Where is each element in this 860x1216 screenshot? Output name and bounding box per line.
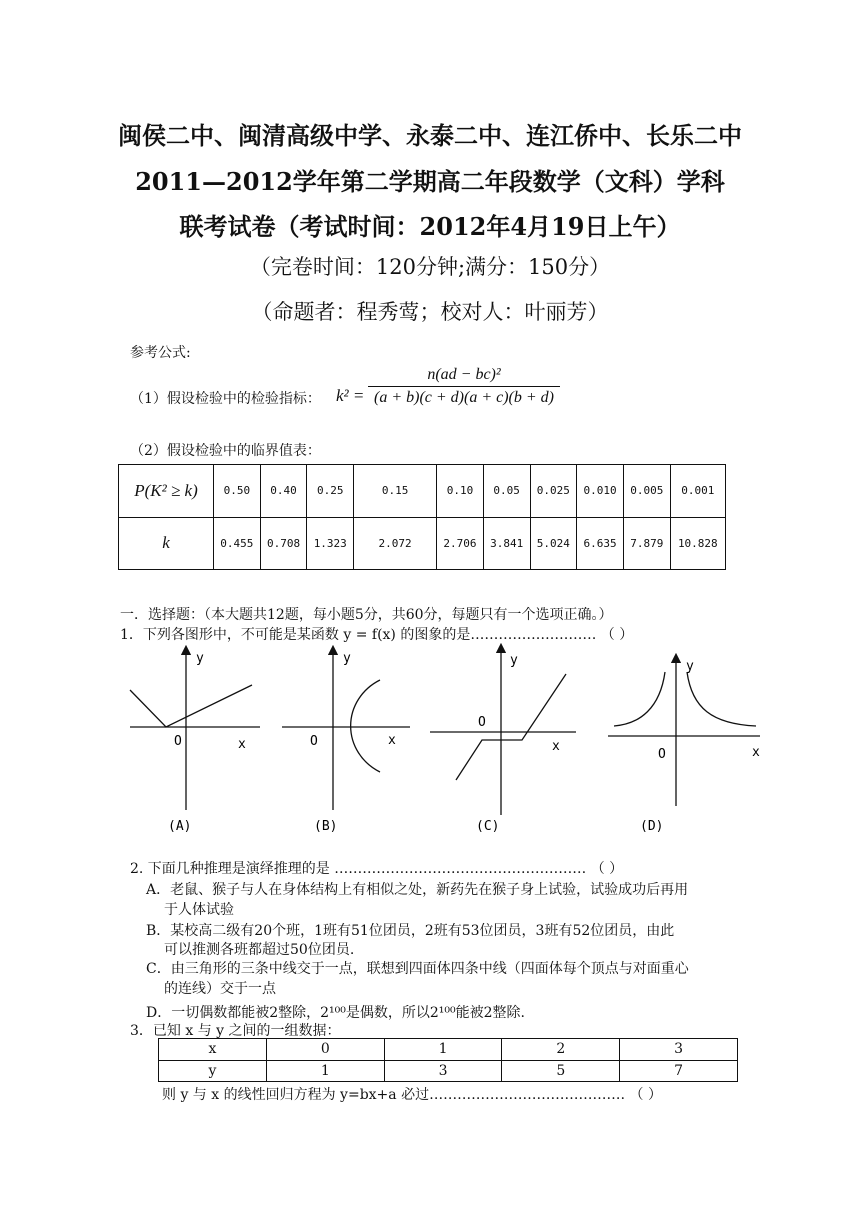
formula1-denominator: (a + b)(c + d)(a + c)(b + d) [373, 389, 554, 406]
origin-label: O [174, 734, 182, 749]
section1-heading: 一．选择题：（本大题共12题，每小题5分，共60分，每题只有一个选项正确。） [120, 607, 613, 623]
table-cell: 3.841 [483, 517, 530, 570]
table-cell: 0.10 [437, 465, 484, 518]
axis-y-label: y [196, 651, 204, 666]
table-row [119, 465, 726, 518]
table-cell: 0.50 [214, 465, 261, 518]
graph-label: (A) [168, 819, 192, 834]
origin-label: O [658, 747, 666, 762]
curve [456, 674, 566, 780]
axis-x-label: x [238, 737, 246, 752]
table-cell: 3 [384, 1060, 502, 1082]
question2-text: 2. 下面几种推理是演绎推理的是 ……………………………………………… （ ） [130, 861, 624, 877]
axis-y-label: y [343, 651, 351, 666]
curve-left [614, 672, 665, 726]
table-cell: 0.455 [214, 517, 261, 570]
table-cell: 1.323 [307, 517, 354, 570]
table-cell: 0.001 [670, 465, 725, 518]
axis-x-label: x [752, 745, 760, 760]
table-cell: 7 [620, 1060, 738, 1082]
origin-label: O [478, 715, 486, 730]
question2-option-a-cont: 于人体试验 [164, 902, 234, 918]
axis-x-label: x [552, 739, 560, 754]
table-cell: 5 [502, 1060, 620, 1082]
axis-y-label: y [510, 653, 518, 668]
question2-option-c-cont: 的连线）交于一点 [164, 981, 276, 997]
question2-option-a: A．老鼠、猴子与人在身体结构上有相似之处，新药先在猴子身上试验，试验成功后再用 [146, 882, 689, 898]
table-cell: 0.05 [483, 465, 530, 518]
question3-text: 3．已知 x 与 y 之间的一组数据： [130, 1023, 341, 1039]
table-cell: 0.025 [530, 465, 577, 518]
table-cell: 3 [620, 1039, 738, 1061]
table-cell: 0 [266, 1039, 384, 1061]
question3-data-table [158, 1038, 738, 1082]
table-cell: 0.708 [260, 517, 307, 570]
question1-text: 1．下列各图形中，不可能是某函数 y = f(x) 的图象的是……………………… （ ） [120, 627, 634, 643]
graph-label: (B) [314, 819, 338, 834]
question2-option-b-cont: 可以推测各班都超过50位团员. [164, 942, 355, 958]
axis-y-label: y [686, 659, 694, 674]
table-row-header: P(K² ≥ k) [119, 465, 214, 518]
table-row-header: k [119, 517, 214, 570]
table-cell: 7.879 [623, 517, 670, 570]
formula1-label: （1）假设检验中的检验指标： [130, 391, 321, 407]
graph-c [430, 648, 576, 834]
origin-label: O [310, 734, 318, 749]
graph-a [130, 650, 260, 834]
exam-title-line3: 联考试卷（考试时间：2012年4月19日上午） [179, 212, 681, 241]
question2-option-d: D．一切偶数都能被2整除，2¹⁰⁰是偶数，所以2¹⁰⁰能被2整除. [146, 1005, 525, 1021]
table-cell: 0.15 [354, 465, 437, 518]
exam-authors: （命题者：程秀莺；校对人：叶丽芳） [251, 300, 609, 324]
curve [130, 685, 252, 727]
table-cell: 2.072 [354, 517, 437, 570]
curve-right [687, 672, 756, 726]
question1-graphs [120, 640, 770, 840]
table-cell: 6.635 [577, 517, 624, 570]
table-row [159, 1060, 738, 1082]
formula2-label: （2）假设检验中的临界值表： [130, 443, 321, 459]
table-row [159, 1039, 738, 1061]
exam-title-line2: 2011—2012学年第二学期高二年段数学（文科）学科 [135, 167, 725, 196]
curve [351, 680, 380, 772]
graph-d [608, 658, 760, 834]
table-cell: 2 [502, 1039, 620, 1061]
table-row-header: y [159, 1060, 267, 1082]
table-cell: 10.828 [670, 517, 725, 570]
table-cell: 1 [384, 1039, 502, 1061]
graph-b [282, 650, 410, 834]
graph-label: (D) [640, 819, 664, 834]
exam-title-line1: 闽侯二中、闽清高级中学、永泰二中、连江侨中、长乐二中 [118, 121, 742, 150]
formula-intro: 参考公式: [130, 345, 191, 361]
critical-value-table [118, 464, 726, 570]
question3-tail: 则 y 与 x 的线性回归方程为 y=bx+a 必过…………………………………… （ ） [162, 1087, 662, 1103]
axis-x-label: x [388, 733, 396, 748]
table-cell: 5.024 [530, 517, 577, 570]
formula1-numerator: n(ad − bc)² [368, 366, 560, 387]
table-cell: 0.010 [577, 465, 624, 518]
question2-option-c: C．由三角形的三条中线交于一点，联想到四面体四条中线（四面体每个顶点与对面重心 [146, 961, 689, 977]
table-row-header: x [159, 1039, 267, 1061]
formula1-lhs: k² = [336, 386, 365, 405]
formula1-fraction [368, 366, 560, 407]
table-cell: 1 [266, 1060, 384, 1082]
table-cell: 0.005 [623, 465, 670, 518]
table-cell: 0.25 [307, 465, 354, 518]
table-cell: 0.40 [260, 465, 307, 518]
table-cell: 2.706 [437, 517, 484, 570]
graph-label: (C) [476, 819, 500, 834]
exam-duration: （完卷时间：120分钟;满分：150分） [249, 255, 611, 279]
question2-option-b: B．某校高二级有20个班，1班有51位团员，2班有53位团员，3班有52位团员，由此 [146, 923, 675, 939]
table-row [119, 517, 726, 570]
